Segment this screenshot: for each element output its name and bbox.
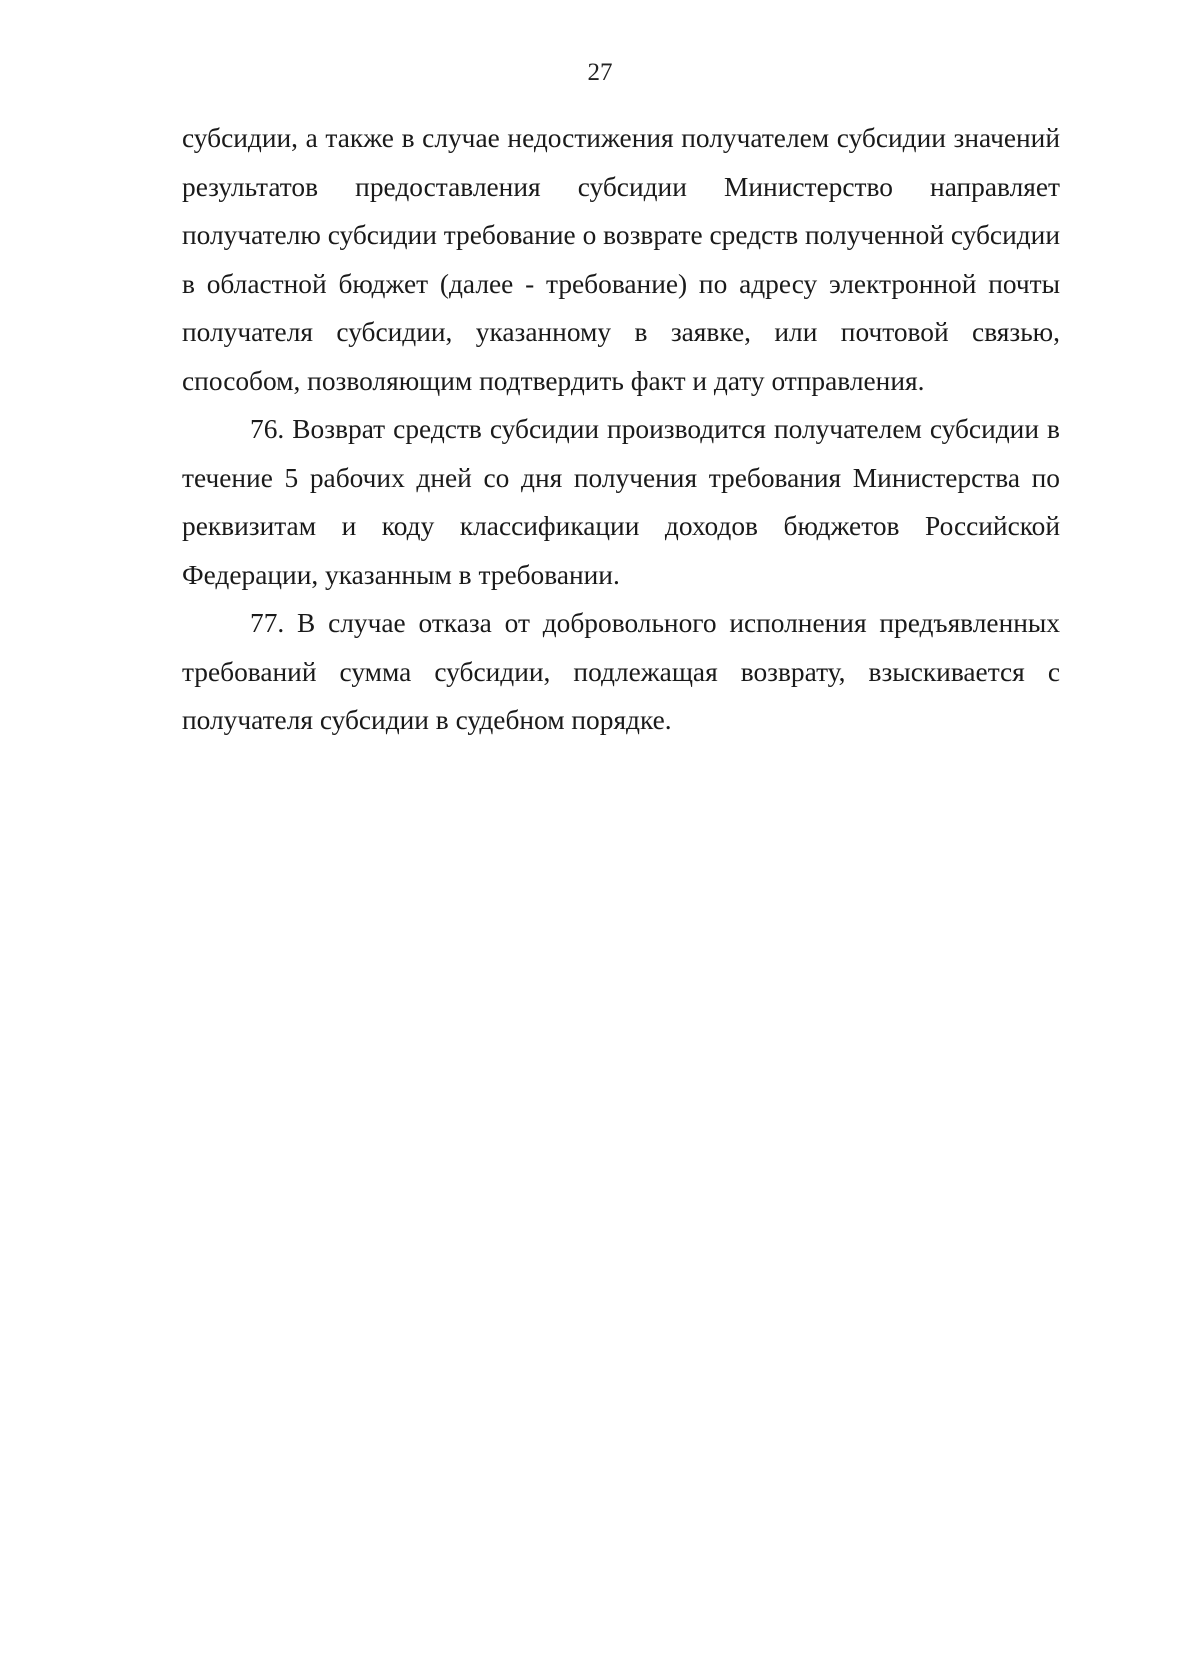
paragraph-77: 77. В случае отказа от добровольного исполнения предъявленных требований сумма субсидии, подлежащая возврату, взыскивается с получателя субсидии в судебном порядке. (182, 608, 1060, 735)
paragraph-continuation: субсидии, а также в случае недостижения получателем субсидии значений результатов предоставления субсидии Министерство направляет получателю субсидии требование о возврате средств полученной субсидии в областной бюджет (далее - требование) по адресу электронной почты получателя субсидии, указанному в заявке, или почтовой связью, способом, позволяющим подтвердить факт и дату отправления. (182, 123, 1060, 396)
paragraph-76: 76. Возврат средств субсидии производится получателем субсидии в течение 5 рабочих дней со дня получения требования Министерства по реквизитам и коду классификации доходов бюджетов Российской Федерации, указанным в требовании. (182, 414, 1060, 590)
page-number: 27 (587, 59, 613, 86)
document-body (182, 114, 1060, 745)
